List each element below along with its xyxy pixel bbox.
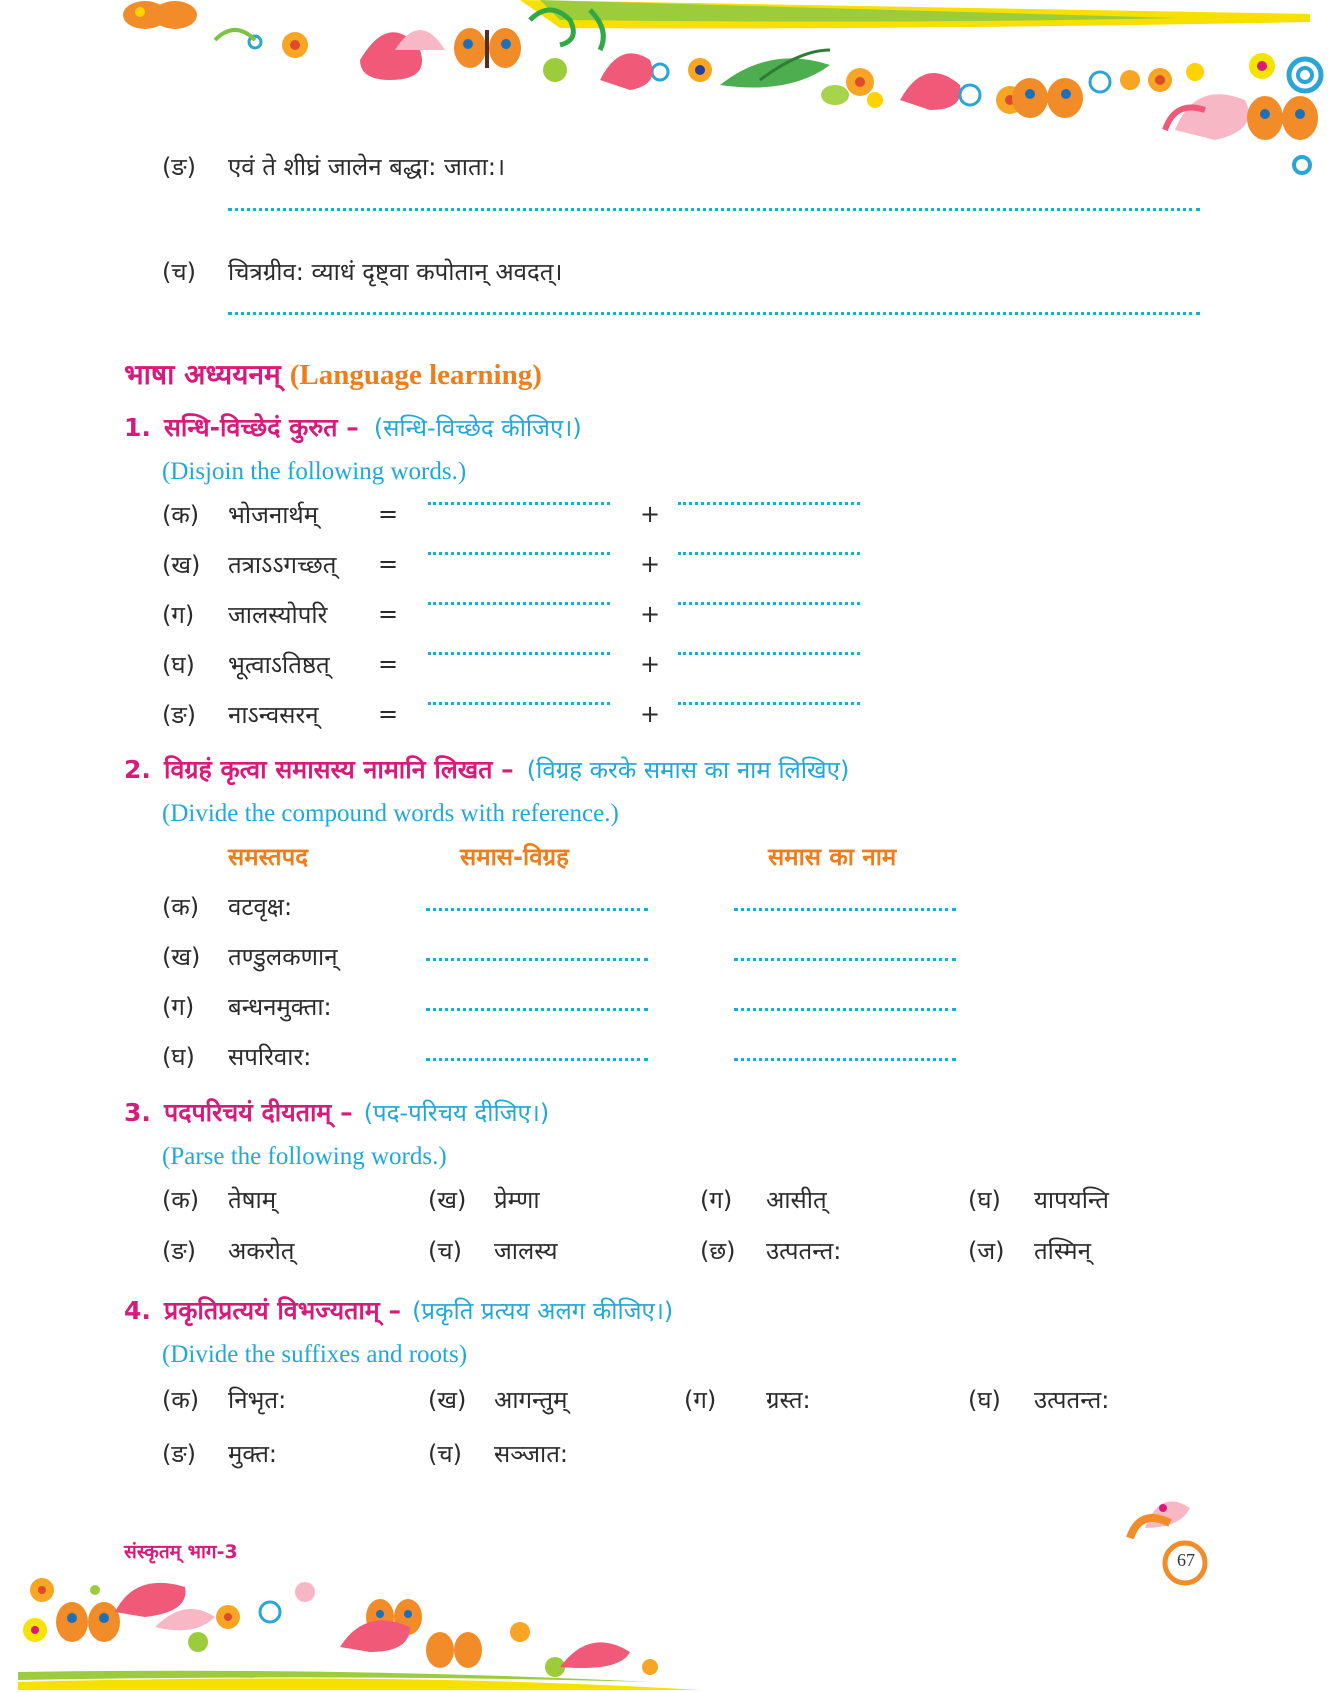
q4-hint-english: (Divide the suffixes and roots) xyxy=(162,1341,468,1368)
question-text: एवं ते शीघ्रं जालेन बद्धा: जाता:। xyxy=(228,153,506,181)
item-word: भूत्वाऽतिष्ठत् xyxy=(228,651,330,679)
section-heading xyxy=(124,355,542,393)
section-title-hindi: भाषा अध्ययनम् xyxy=(124,358,281,391)
leaf-heart-icon xyxy=(1165,94,1249,140)
flower-icon xyxy=(1249,53,1275,79)
plus-sign: + xyxy=(640,600,661,628)
item-word: निभृत: xyxy=(228,1386,287,1414)
answer-line[interactable] xyxy=(426,1008,648,1011)
q1-hint-hindi: (सन्धि-विच्छेद कीजिए।) xyxy=(373,414,582,442)
leaf-heart-icon xyxy=(560,1642,630,1668)
q4-heading xyxy=(124,1293,673,1327)
leaf-icon xyxy=(720,50,830,88)
answer-line[interactable] xyxy=(228,208,1200,211)
item-label: (घ) xyxy=(968,1386,1001,1414)
q4-title: प्रकृतिप्रत्ययं विभज्यताम् – xyxy=(164,1296,401,1325)
item-word: यापयन्ति xyxy=(1034,1186,1109,1214)
butterfly-icon xyxy=(989,78,1083,118)
plus-sign: + xyxy=(640,500,661,528)
butterfly-icon xyxy=(56,1602,120,1642)
flower-icon xyxy=(821,68,883,108)
q1-heading xyxy=(124,410,582,444)
item-label: (ङ) xyxy=(162,1237,197,1265)
answer-line[interactable] xyxy=(678,702,860,705)
item-label: (ख) xyxy=(162,943,201,971)
q2-number: 2. xyxy=(124,755,151,784)
page-number: 67 xyxy=(1177,1550,1195,1570)
q2-hint-english: (Divide the compound words with reference.) xyxy=(162,800,619,827)
item-label: (ङ) xyxy=(162,701,197,729)
q1-number: 1. xyxy=(124,413,151,442)
item-word: आसीत् xyxy=(766,1186,827,1214)
book-title: संस्कृतम् भाग-3 xyxy=(124,1541,238,1563)
item-word: भोजनार्थम् xyxy=(228,501,319,529)
q1-title: सन्धि-विच्छेदं कुरुत – xyxy=(164,413,359,442)
answer-line[interactable] xyxy=(734,1008,956,1011)
item-label: (क) xyxy=(162,1186,200,1214)
equals-sign: = xyxy=(378,600,399,628)
column-header: समस्तपद xyxy=(228,843,308,871)
flower-icon xyxy=(215,30,308,58)
item-label: (ग) xyxy=(162,993,195,1021)
item-word: तत्राऽऽगच्छत् xyxy=(228,551,337,579)
top-floral-border xyxy=(0,0,1332,200)
question-text: चित्रग्रीव: व्याधं दृष्ट्वा कपोतान् अवदत्। xyxy=(228,258,563,286)
answer-line[interactable] xyxy=(426,958,648,961)
item-word: अकरोत् xyxy=(228,1237,295,1265)
swirl-icon xyxy=(530,10,603,50)
item-label: (घ) xyxy=(162,651,195,679)
item-label: (क) xyxy=(162,1386,200,1414)
answer-line[interactable] xyxy=(734,908,956,911)
butterfly-icon xyxy=(123,1,197,29)
leaf-heart-icon xyxy=(115,1583,215,1630)
item-word: तण्डुलकणान् xyxy=(228,943,338,971)
item-label: (घ) xyxy=(968,1186,1001,1214)
item-label: (च) xyxy=(428,1237,462,1265)
q3-number: 3. xyxy=(124,1098,151,1127)
answer-line[interactable] xyxy=(428,652,610,655)
butterfly-icon xyxy=(454,28,521,68)
answer-line[interactable] xyxy=(426,1058,648,1061)
answer-line[interactable] xyxy=(428,502,610,505)
item-word: बन्धनमुक्ता: xyxy=(228,993,332,1021)
item-label: (घ) xyxy=(162,1043,195,1071)
item-label: (ख) xyxy=(428,1386,467,1414)
butterfly-icon xyxy=(1247,96,1318,140)
item-word: वटवृक्ष: xyxy=(228,893,293,921)
item-word: आगन्तुम् xyxy=(494,1386,568,1414)
equals-sign: = xyxy=(378,700,399,728)
q2-hint-hindi: (विग्रह करके समास का नाम लिखिए) xyxy=(526,756,850,784)
answer-line[interactable] xyxy=(734,1058,956,1061)
item-word: जालस्योपरि xyxy=(228,601,328,629)
flower-icon xyxy=(1090,63,1204,92)
leaf-heart-icon xyxy=(340,1620,410,1652)
answer-line[interactable] xyxy=(428,552,610,555)
q3-heading xyxy=(124,1095,549,1129)
answer-line[interactable] xyxy=(428,702,610,705)
leaf-heart-icon xyxy=(600,53,653,90)
plus-sign: + xyxy=(640,550,661,578)
item-word: प्रेम्णा xyxy=(494,1186,540,1214)
item-word: सपरिवार: xyxy=(228,1043,312,1071)
item-word: ग्रस्त: xyxy=(766,1386,811,1414)
item-label: (ग) xyxy=(700,1186,733,1214)
q1-hint-english: (Disjoin the following words.) xyxy=(162,458,467,485)
item-word: मुक्त: xyxy=(228,1440,277,1468)
plus-sign: + xyxy=(640,650,661,678)
item-label: (ख) xyxy=(428,1186,467,1214)
item-word: सञ्जात: xyxy=(494,1440,569,1468)
leaf-heart-icon xyxy=(360,30,445,80)
item-label: (ख) xyxy=(162,551,201,579)
item-label: (क) xyxy=(162,501,200,529)
item-word: तेषाम् xyxy=(228,1186,277,1214)
q4-hint-hindi: (प्रकृति प्रत्यय अलग कीजिए।) xyxy=(412,1297,674,1325)
item-label: (ज) xyxy=(968,1237,1005,1265)
equals-sign: = xyxy=(378,500,399,528)
answer-line[interactable] xyxy=(678,602,860,605)
item-word: तस्मिन् xyxy=(1034,1237,1091,1265)
item-label: (च) xyxy=(428,1440,462,1468)
q3-title: पदपरिचयं दीयताम् – xyxy=(164,1098,353,1127)
plus-sign: + xyxy=(640,700,661,728)
q4-number: 4. xyxy=(124,1296,151,1325)
column-header: समास का नाम xyxy=(768,843,897,871)
item-label: (ग) xyxy=(162,601,195,629)
question-label: (च) xyxy=(162,258,196,286)
question-label: (ङ) xyxy=(162,153,197,181)
equals-sign: = xyxy=(378,650,399,678)
bottom-floral-border xyxy=(0,1572,1332,1692)
answer-line[interactable] xyxy=(228,312,1200,315)
answer-line[interactable] xyxy=(734,958,956,961)
answer-line[interactable] xyxy=(428,602,610,605)
leaf-heart-icon xyxy=(900,73,961,110)
butterfly-icon xyxy=(426,1632,482,1668)
q2-heading xyxy=(124,752,849,786)
item-word: जालस्य xyxy=(494,1237,558,1265)
item-word: नाऽन्वसरन् xyxy=(228,701,319,729)
item-word: उत्पतन्त: xyxy=(766,1237,842,1265)
q3-hint-english: (Parse the following words.) xyxy=(162,1143,447,1170)
item-label: (छ) xyxy=(700,1237,736,1265)
item-label: (ङ) xyxy=(162,1440,197,1468)
section-title-english: (Language learning) xyxy=(289,359,542,391)
column-header: समास-विग्रह xyxy=(460,843,569,871)
item-label: (क) xyxy=(162,893,200,921)
answer-line[interactable] xyxy=(678,502,860,505)
item-word: उत्पतन्त: xyxy=(1034,1386,1110,1414)
q3-hint-hindi: (पद-परिचय दीजिए।) xyxy=(363,1099,550,1127)
answer-line[interactable] xyxy=(678,652,860,655)
answer-line[interactable] xyxy=(426,908,648,911)
q2-title: विग्रहं कृत्वा समासस्य नामानि लिखत – xyxy=(164,755,514,784)
equals-sign: = xyxy=(378,550,399,578)
item-label: (ग) xyxy=(684,1386,717,1414)
answer-line[interactable] xyxy=(678,552,860,555)
